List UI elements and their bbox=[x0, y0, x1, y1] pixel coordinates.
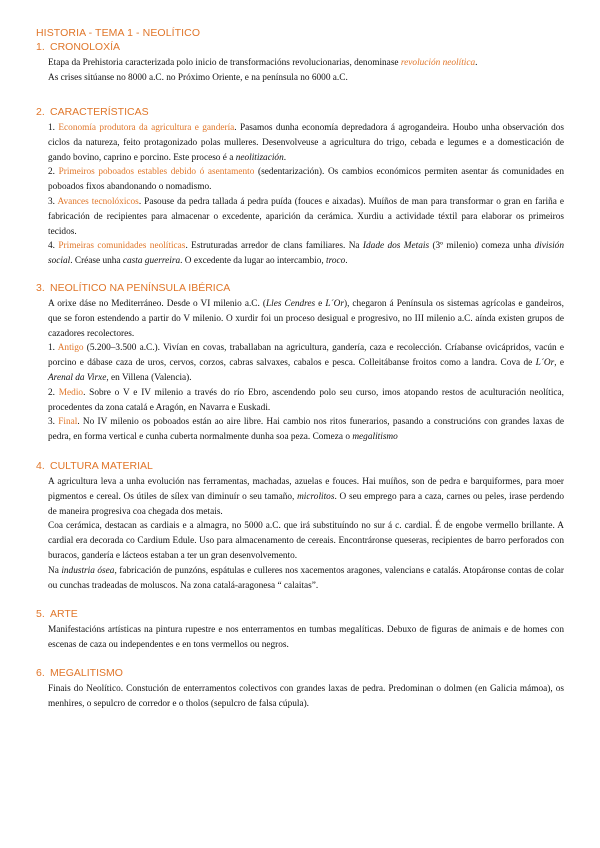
item-number: 3. bbox=[48, 196, 58, 207]
text: . Pasamos dunha economía depredadora á agrogandeira. Houbo unha observación dos ciclos da natureza, feito protagonizado polas mulleres. Desenvolveuse a agricultura do trigo, cebada e legumes e a domesticación de gando bovino, caprino e porcino. Este proceso é a bbox=[48, 123, 564, 163]
paragraph: As crises sitúanse no 8000 a.C. no Próximo Oriente, e na península no 6000 a.C. bbox=[48, 72, 348, 83]
highlight-term: Primeiras comunidades neolíticas bbox=[58, 241, 186, 252]
list-item bbox=[48, 386, 564, 416]
highlight-term: Final bbox=[58, 417, 78, 428]
text: . bbox=[475, 58, 478, 68]
list-item bbox=[48, 415, 564, 445]
paragraph: Finais do Neolítico. Constución de enterramentos colectivos con grandes laxas de pedra. Predominan o dolmen (en Galicia mámoa), os menhires, o sepulcro de corredor e o tholos (sepulcro de falsa cúpula). bbox=[48, 684, 564, 709]
text: , fabricación de punzóns, espátulas e culleres nos xacementos aragones, valencians e catalás. Atopáronse contas de colar ou cunchas tradeadas de moluscos. Na zona catalá-aragonesa “ calaitas”. bbox=[48, 565, 564, 591]
emphasis: L´Or bbox=[325, 299, 344, 309]
text: . bbox=[283, 152, 287, 163]
section-title: CRONOLOXÍA bbox=[50, 41, 121, 53]
item-number: 2. bbox=[48, 387, 59, 398]
section-number: 2. bbox=[36, 106, 45, 118]
section-body-caracteristicas bbox=[48, 121, 564, 269]
text: Na bbox=[48, 565, 62, 576]
text: A agricultura leva a unha evolución nas ferramentas, machadas, azuelas e fouces. Hai muíños, son de pedra e barquiformes, para moer pigmentos e cereal. Os útiles de sílex van diminuír o seu tamaño, bbox=[48, 477, 564, 502]
text: . Créase unha bbox=[70, 256, 123, 267]
text: . Sobre o V e IV milenio a través do río Ebro, ascendendo polo seu curso, imos atopando restos de aculturación neolítica, procedentes da zona catalá e Aragón, en Navarra e Euskadi. bbox=[48, 387, 565, 413]
section-body-cultura-material bbox=[48, 475, 564, 593]
highlight-term: Economía produtora da agricultura e gandería bbox=[58, 123, 235, 133]
item-number: 4. bbox=[48, 241, 59, 252]
section-heading-cronoloxia bbox=[36, 41, 120, 53]
section-body-cronoloxia bbox=[48, 56, 564, 86]
emphasis: Idade dos Metais bbox=[362, 241, 430, 252]
paragraph: Coa cerámica, destacan as cardiais e a almagra, no 5000 a.C. que irá substituíndo no sur á c. cardial. É de engobe vermello brillante. A cardial era decorada co Cardium Edule. Uso para almacenamento de cereais. Encontráronse queseras, recipientes de barro perforados con buracos, gandería e lácteos estaban a ter un gran desenvolvemento. bbox=[48, 521, 564, 561]
paragraph bbox=[48, 564, 564, 594]
emphasis: megalitismo bbox=[352, 432, 398, 443]
section-number: 1. bbox=[36, 41, 45, 53]
section-title: MEGALITISMO bbox=[50, 667, 123, 679]
text: , e bbox=[554, 358, 564, 369]
section-heading-megalitismo bbox=[36, 667, 123, 679]
section-body-neolitico-peninsula bbox=[48, 297, 564, 445]
list-item bbox=[48, 195, 564, 239]
item-number: 2. bbox=[48, 167, 59, 178]
text: , en Villena (Valencia). bbox=[106, 372, 192, 383]
list-item bbox=[48, 239, 564, 269]
emphasis: neolitización bbox=[235, 152, 284, 163]
section-body-megalitismo bbox=[48, 682, 564, 712]
emphasis: troco bbox=[326, 256, 346, 267]
section-title: CULTURA MATERIAL bbox=[50, 460, 153, 472]
section-title: ARTE bbox=[50, 608, 78, 620]
section-body-arte bbox=[48, 623, 564, 653]
text: A orixe dáse no Mediterráneo. Desde o VI milenio a.C. ( bbox=[48, 299, 266, 309]
list-item bbox=[48, 121, 564, 165]
section-number: 3. bbox=[36, 282, 45, 294]
section-heading-cultura-material bbox=[36, 460, 153, 472]
section-heading-neolitico-peninsula bbox=[36, 282, 230, 294]
section-heading-arte bbox=[36, 608, 78, 620]
text: (sedentarización). Os cambios económicos permiten asentar ás comunidades en poboados fixos abandonando o nomadismo. bbox=[48, 167, 564, 193]
section-heading-caracteristicas bbox=[36, 106, 149, 118]
text: . O seu emprego para a caza, carnes ou peles, irase perdendo de maneira progresiva coa chegada dos metais. bbox=[48, 491, 564, 517]
text: . No IV milenio os poboados están ao aire libre. Hai cambio nos ritos funerarios, pasando a construcións con grandes laxas de pedra, en forma vertical e cunha cuberta normalmente dunha soa peza. Comeza o bbox=[48, 417, 564, 443]
text: Etapa da Prehistoria caracterizada polo inicio de transformacións revolucionarias, denominase bbox=[48, 58, 401, 68]
emphasis: Lles Cendres bbox=[265, 299, 316, 309]
paragraph bbox=[48, 297, 564, 341]
section-number: 4. bbox=[36, 460, 45, 472]
highlight-term: revolución neolítica bbox=[400, 58, 476, 68]
section-title: CARACTERÍSTICAS bbox=[50, 106, 149, 118]
section-number: 5. bbox=[36, 608, 45, 620]
text: . O excedente da lugar ao intercambio, bbox=[180, 256, 326, 267]
section-number: 6. bbox=[36, 667, 45, 679]
emphasis: industria ósea bbox=[61, 565, 115, 576]
list-item bbox=[48, 165, 564, 195]
emphasis: microlitos bbox=[297, 491, 335, 502]
item-number: 1. bbox=[48, 123, 59, 133]
text: (3º milenio) comeza unha bbox=[429, 241, 535, 252]
text: . bbox=[345, 256, 348, 267]
highlight-term: Antigo bbox=[57, 343, 84, 354]
emphasis: casta guerreira bbox=[122, 256, 181, 267]
text: (5.200–3.500 a.C.). Vivían en covas, traballaban na agricultura, gandería, caza e recolección. Críabanse ovicápridos, vacún e porcino e dábase caza de uros, cervos, corzos, cabras salvaxes, cabalos e pesca. Colleitábanse froitos como a landra. Cova de bbox=[48, 343, 564, 369]
emphasis: división social bbox=[48, 241, 564, 267]
paragraph: Manifestacións artísticas na pintura rupestre e nos enterramentos en tumbas megalíticas. Debuxo de figuras de animais e de homes con escenas de caza ou independentes e en tons vermellos ou negros. bbox=[48, 625, 564, 650]
document-title: HISTORIA - TEMA 1 - NEOLÍTICO bbox=[36, 27, 201, 39]
highlight-term: Primeiros poboados estables debido ó asentamento bbox=[58, 167, 255, 178]
highlight-term: Medio bbox=[58, 387, 84, 398]
item-number: 3. bbox=[48, 417, 59, 428]
highlight-term: Avances tecnolóxicos bbox=[57, 196, 139, 207]
text: ), chegaron á Península os sistemas agrícolas e gandeiros, que se foron estendendo a partir do V milenio. O xurdir foi un proceso desigual e progresivo, no III milenio a.C. aínda existen grupos de cazadores recolectores. bbox=[48, 299, 564, 339]
text: e bbox=[315, 299, 326, 309]
text: . Estruturadas arredor de clans familiares. Na bbox=[185, 241, 363, 252]
paragraph bbox=[48, 56, 564, 71]
item-number: 1. bbox=[48, 343, 58, 354]
text: . Pasouse da pedra tallada á pedra puída (fouces e aixadas). Muíños de man para transformar o gran en fariña e fabricación de recipientes para almacenar o excedente, aparición da cerámica. Xurdiu a actividade téxtil para elaborar os primeiros tecidos. bbox=[48, 196, 564, 237]
paragraph bbox=[48, 475, 564, 519]
emphasis: Arenal da Virxe bbox=[48, 372, 107, 383]
list-item bbox=[48, 341, 564, 385]
emphasis: L´Or bbox=[535, 358, 555, 369]
section-title: NEOLÍTICO NA PENÍNSULA IBÉRICA bbox=[50, 282, 231, 294]
